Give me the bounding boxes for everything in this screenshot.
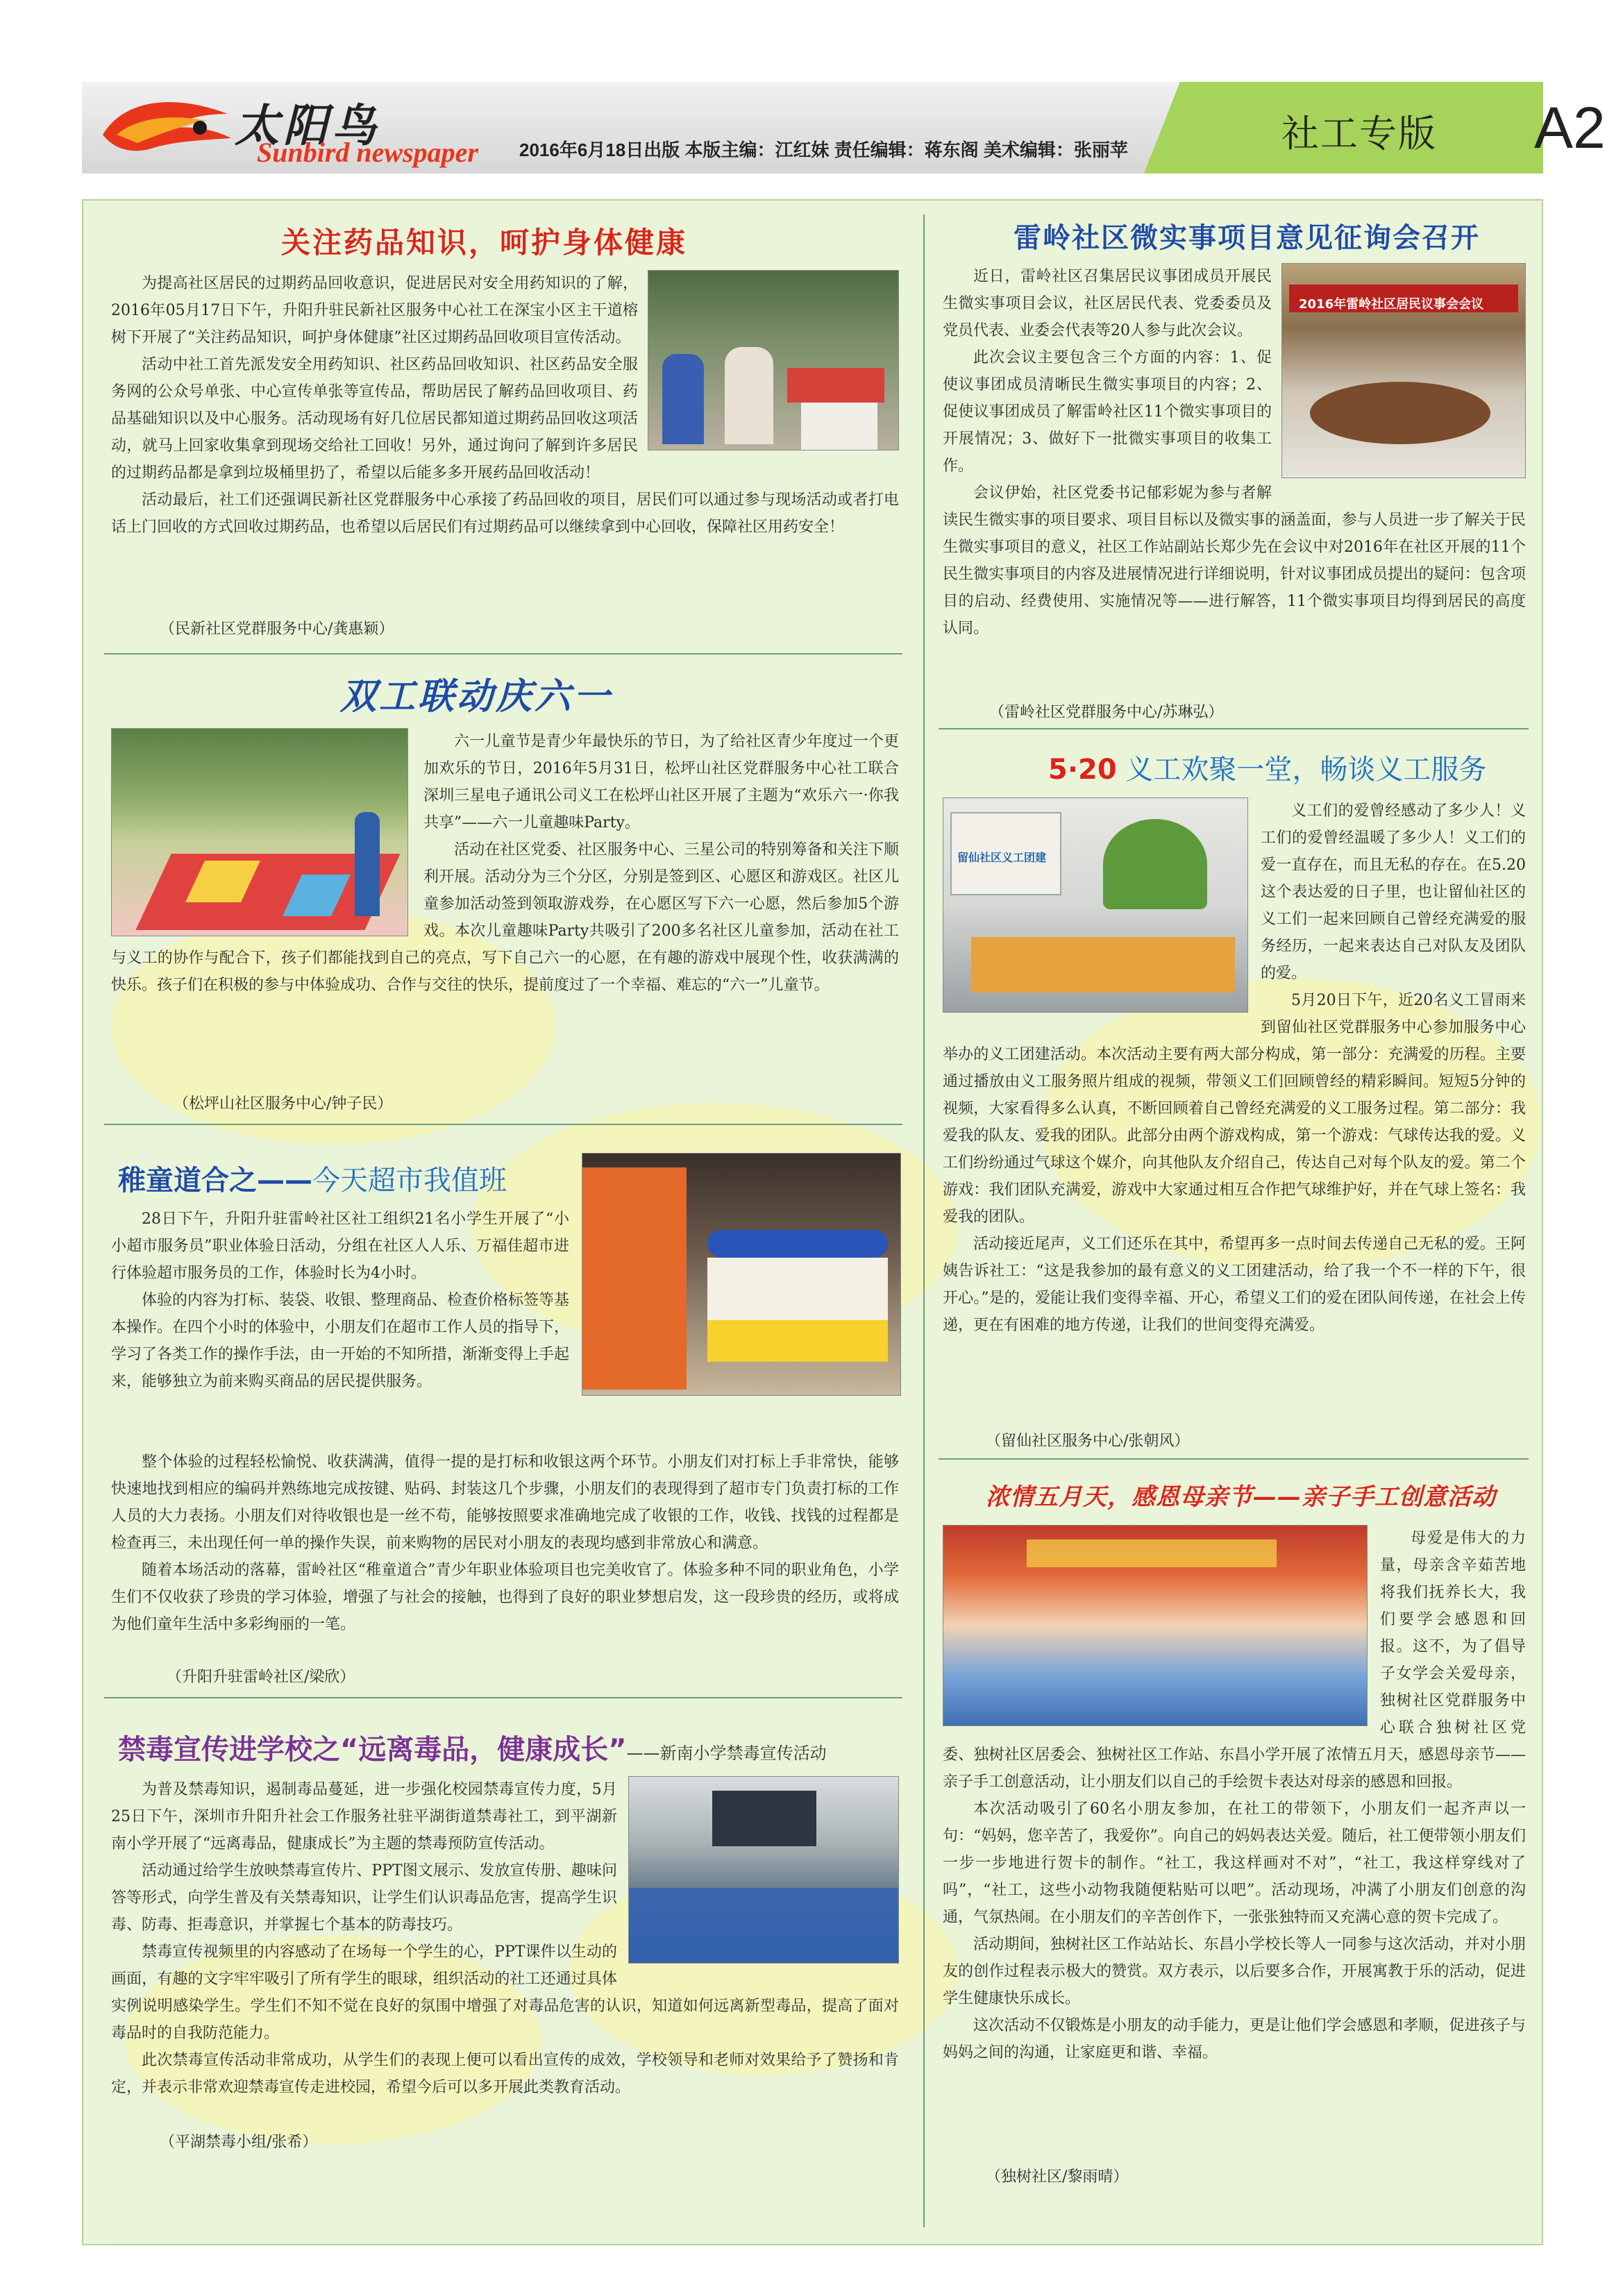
sunbird-logo-icon bbox=[96, 86, 242, 169]
paragraph: 随着本场活动的落幕，雷岭社区“稚童道合”青少年职业体验项目也完美收官了。体验多种不同的职业角色，小学生们不仅收获了珍贵的学习体验，增强了与社会的接触，也得到了良好的职业梦想启发，这一段珍贵的经历，或将成为他们童年生活中多彩绚丽的一笔。 bbox=[111, 1562, 899, 1633]
article-body-meeting bbox=[943, 263, 1526, 642]
article-title-volunteer bbox=[1048, 748, 1486, 787]
title-main: 义工欢聚一堂，畅谈义工服务 bbox=[1116, 754, 1487, 786]
byline-volunteer: （留仙社区服务中心/张朝风） bbox=[986, 1433, 1190, 1450]
article-body-market-top bbox=[111, 1206, 569, 1395]
title-subtitle: ——新南小学禁毒宣传活动 bbox=[626, 1744, 827, 1763]
page-number: A2 bbox=[1534, 95, 1606, 160]
paragraph: 活动通过给学生放映禁毒宣传片、PPT图文展示、发放宣传册、趣味问答等形式，向学生普及有关禁毒知识，让学生们认识毒品危害，提高学生识毒、防毒、拒毒意识，并掌握七个基本的防毒技巧。 bbox=[111, 1862, 617, 1934]
article-body-market-bottom bbox=[111, 1449, 899, 1638]
photo-mother-day bbox=[943, 1525, 1368, 1726]
title-date: 5·20 bbox=[1048, 754, 1117, 786]
paragraph: 此次会议主要包含三个方面的内容：1、促使议事团成员清晰民生微实事项目的内容；2、促使议事团成员了解雷岭社区11个微实事项目的开展情况；3、做好下一批微实事项目的收集工作。 bbox=[943, 349, 1272, 475]
section-name: 社工专版 bbox=[1281, 112, 1437, 155]
photo-caption: 留仙社区义工团建 bbox=[957, 851, 1047, 864]
brand-name-en: Sunbird newspaper bbox=[257, 137, 478, 168]
paragraph: 近日，雷岭社区召集居民议事团成员开展民生微实事项目会议，社区居民代表、党委委员及党员代表、业委会代表等20人参与此次会议。 bbox=[943, 268, 1272, 339]
title-prefix: 稚童道合之—— bbox=[118, 1165, 312, 1197]
paragraph: 本次活动吸引了60名小朋友参加，在社工的带领下，小朋友们一起齐声以一句：“妈妈，您辛苦了，我爱你”。向自己的妈妈表达关爱。随后，社工便带领小朋友们一步一步地进行贺卡的制作。“社工，我这样画对不对”，“社工，我这样穿线对了吗”，“社工，这些小动物我随便粘贴可以吧”。活动现场，冲满了小朋友们创意的沟通，气氛热闹。在小朋友们的辛苦创作下，一张张独特而又充满心意的贺卡完成了。 bbox=[943, 1800, 1526, 1926]
article-title-antidrug bbox=[118, 1728, 827, 1767]
paragraph: 此次禁毒宣传活动非常成功，从学生们的表现上便可以看出宣传的成效，学校领导和老师对效果给予了赞扬和肯定，并表示非常欢迎禁毒宣传走进校园，希望今后可以多开展此类教育活动。 bbox=[111, 2052, 899, 2096]
issue-meta: 2016年6月18日出版 本版主编：江红妹 责任编辑：蒋东阁 美术编辑：张丽苹 bbox=[519, 140, 1128, 160]
title-main: 禁毒宣传进学校之“远离毒品，健康成长” bbox=[118, 1734, 627, 1766]
byline-market: （升阳升驻雷岭社区/梁欣） bbox=[167, 1669, 355, 1686]
photo-children-party bbox=[111, 728, 408, 936]
byline-antidrug: （平湖禁毒小组/张希） bbox=[160, 2134, 318, 2151]
paragraph: 活动最后，社工们还强调民新社区党群服务中心承接了药品回收的项目，居民们可以通过参与现场活动或者打电话上门回收的方式回收过期药品，也希望以后居民们有过期药品可以继续拿到中心回收，保障社区用药安全！ bbox=[111, 491, 899, 536]
section-separator bbox=[104, 653, 902, 655]
paragraph: 整个体验的过程轻松愉悦、收获满满，值得一提的是打标和收银这两个环节。小朋友们对打标上手非常快，能够快速地找到相应的编码并熟练地完成按键、贴码、封装这几个步骤，小朋友们的表现得到了超市专门负责打标的工作人员的大力表扬。小朋友们对待收银也是一丝不苟，能够按照要求准确地完成了收银的工作，收钱、找钱的过程都是检查再三，未出现任何一单的操作失误，前来购物的居民对小朋友的表现均感到非常放心和满意。 bbox=[111, 1453, 899, 1552]
paragraph: 活动在社区党委、社区服务中心、三星公司的特别筹备和关注下顺利开展。活动分为三个分区，分别是签到区、心愿区和游戏区。社区儿童参加活动签到领取游戏券，在心愿区写下六一心愿，然后参加5个游戏。本次儿童趣味Party共吸引了200多名社区儿童参加，活动在社工与义工的协作与配合下，孩子们都能找到自己的亮点，写下自己六一的心愿，在有趣的游戏中展现个性，收获满满的快乐。孩子们在积极的参与中体验成功、合作与交往的快乐，提前度过了一个幸福、难忘的“六一”儿童节。 bbox=[111, 841, 899, 994]
section-separator bbox=[939, 1458, 1529, 1460]
article-title-meeting: 雷岭社区微实事项目意见征询会召开 bbox=[1014, 222, 1480, 254]
section-separator bbox=[104, 1124, 902, 1125]
article-body-children bbox=[111, 728, 899, 999]
section-separator bbox=[104, 1697, 902, 1698]
article-body-mother bbox=[943, 1525, 1526, 2066]
paragraph: 5月20日下午，近20名义工冒雨来到留仙社区党群服务中心参加服务中心举办的义工团建活动。本次活动主要有两大部分构成，第一部分：充满爱的历程。主要通过播放由义工服务照片组成的视频，带领义工们回顾曾经的精彩瞬间。短短5分钟的视频，大家看得多么认真，不断回顾着自己曾经充满爱的义工服务过程。第二部分：我爱我的队友、爱我的团队。此部分由两个游戏构成，第一个游戏：气球传达我的爱。义工们纷纷通过气球这个媒介，向其他队友介绍自己，传达自己对每个队友的爱。第二个游戏：我们团队充满爱，游戏中大家通过相互合作把气球维护好，并在气球上签名：我爱我的团队。 bbox=[943, 992, 1526, 1226]
byline-drug: （民新社区党群服务中心/龚惠颖） bbox=[160, 621, 394, 638]
byline-children: （松坪山社区服务中心/钟子民） bbox=[174, 1095, 393, 1113]
photo-supermarket bbox=[582, 1153, 901, 1396]
paragraph: 义工们的爱曾经感动了多少人！义工们的爱曾经温暖了多少人！义工们的爱一直存在，而且无私的存在。在5.20这个表达爱的日子里，也让留仙社区的义工们一起来回顾自己曾经充满爱的服务经历，一起来表达自己对队友及团队的爱。 bbox=[1261, 802, 1526, 982]
article-body-drug bbox=[111, 270, 899, 541]
paragraph: 母爱是伟大的力量，母亲含辛茹苦地将我们抚养长大，我们要学会感恩和回报。这不，为了倡导子女学会关爱母亲，独树社区党群服务中心联合独树社区党委、独树社区居委会、独树社区工作站、东昌小学开展了浓情五月天，感恩母亲节——亲子手工创意活动，让小朋友们以自己的手绘贺卡表达对母亲的感恩和回报。 bbox=[943, 1530, 1526, 1791]
article-body-volunteer bbox=[943, 797, 1526, 1339]
paragraph: 这次活动不仅锻炼是小朋友的动手能力，更是让他们学会感恩和孝顺，促进孩子与妈妈之间的沟通，让家庭更和谐、幸福。 bbox=[943, 2017, 1526, 2061]
paragraph: 活动期间，独树社区工作站站长、东昌小学校长等人一同参与这次活动，并对小朋友的创作过程表示极大的赞赏。双方表示，以后要多合作，开展寓教于乐的活动，促进学生健康快乐成长。 bbox=[943, 1936, 1526, 2007]
article-title-children: 双工联动庆六一 bbox=[340, 676, 613, 718]
photo-caption: 2016年雷岭社区居民议事会会议 bbox=[1299, 297, 1484, 312]
paragraph: 活动中社工首先派发安全用药知识、社区药品回收知识、社区药品安全服务网的公众号单张、中心宣传单张等宣传品，帮助居民了解药品回收项目、药品基础知识以及中心服务。活动现场有好几位居民都知道过期药品回收这项活动，就马上回家收集拿到现场交给社工回收！另外，通过询问了解到许多居民的过期药品都是拿到垃圾桶里扔了，希望以后能多多开展药品回收活动！ bbox=[111, 356, 638, 482]
newspaper-logo bbox=[96, 86, 540, 169]
photo-meeting bbox=[1281, 263, 1526, 478]
photo-volunteer bbox=[943, 797, 1248, 1013]
title-main: 今天超市我值班 bbox=[312, 1165, 507, 1197]
byline-mother: （独树社区/黎雨晴） bbox=[986, 2168, 1129, 2186]
content-frame bbox=[82, 199, 1543, 2245]
paragraph: 六一儿童节是青少年最快乐的节日，为了给社区青少年度过一个更加欢乐的节日，2016年5月31日，松坪山社区党群服务中心社工联合深圳三星电子通讯公司义工在松坪山社区开展了主题为“欢乐六一·你我共享”——六一儿童趣味Party。 bbox=[423, 733, 899, 832]
article-body-antidrug bbox=[111, 1776, 899, 2101]
paragraph: 为普及禁毒知识，遏制毒品蔓延，进一步强化校园禁毒宣传力度，5月25日下午，深圳市升阳升社会工作服务社驻平湖街道禁毒社工，到平湖新南小学开展了“远离毒品，健康成长”为主题的禁毒预防宣传活动。 bbox=[111, 1781, 617, 1852]
photo-antidrug-class bbox=[628, 1776, 899, 1964]
paragraph: 体验的内容为打标、装袋、收银、整理商品、检查价格标签等基本操作。在四个小时的体验中，小朋友们在超市工作人员的指导下，学习了各类工作的操作手法，由一开始的不知所措，渐渐变得上手起来，能够独立为前来购买商品的居民提供服务。 bbox=[111, 1292, 570, 1390]
masthead bbox=[82, 82, 1606, 174]
article-title-mother: 浓情五月天，感恩母亲节——亲子手工创意活动 bbox=[986, 1483, 1496, 1511]
paragraph: 会议伊始，社区党委书记郁彩妮为参与者解读民生微实事的项目要求、项目目标以及微实事的涵盖面，参与人员进一步了解关于民生微实事项目的意义，社区工作站副站长郑少先在会议中对2016年在社区开展的11个民生微实事项目的内容及进展情况进行详细说明，针对议事团成员提出的疑问：包含项目的启动、经费使用、实施情况等——进行解答，11个微实事项目均得到居民的高度认同。 bbox=[943, 484, 1526, 637]
paragraph: 活动接近尾声，义工们还乐在其中，希望再多一点时间去传递自己无私的爱。王阿姨告诉社工：“这是我参加的最有意义的义工团建活动，给了我一个不一样的下午，很开心。”是的，爱能让我们变得幸福、开心，希望义工们的爱在团队间传递，在社会上传递，更在有困难的地方传递，让我们的世间变得充满爱。 bbox=[943, 1235, 1526, 1334]
paragraph: 为提高社区居民的过期药品回收意识，促进居民对安全用药知识的了解，2016年05月17日下午，升阳升驻民新社区服务中心社工在深宝小区主干道榕树下开展了“关注药品知识，呵护身体健康”社区过期药品回收项目宣传活动。 bbox=[111, 275, 638, 346]
paragraph: 禁毒宣传视频里的内容感动了在场每一个学生的心，PPT课件以生动的画面，有趣的文字牢牢吸引了所有学生的眼球，组织活动的社工还通过具体实例说明感染学生。学生们不知不觉在良好的氛围中增强了对毒品危害的认识，知道如何远离新型毒品，提高了面对毒品时的自我防范能力。 bbox=[111, 1943, 899, 2042]
section-separator bbox=[939, 728, 1529, 729]
article-title-market bbox=[118, 1158, 507, 1198]
paragraph: 28日下午，升阳升驻雷岭社区社工组织21名小学生开展了“小小超市服务员”职业体验日活动，分组在社区人人乐、万福佳超市进行体验超市服务员的工作，体验时长为4小时。 bbox=[111, 1210, 569, 1282]
column-divider bbox=[923, 214, 925, 2227]
brand-name-cn: 太阳鸟 bbox=[235, 100, 380, 152]
photo-drug-event bbox=[648, 270, 899, 450]
byline-meeting: （雷岭社区党群服务中心/苏琳弘） bbox=[989, 704, 1224, 721]
article-title-drug: 关注药品知识，呵护身体健康 bbox=[281, 226, 688, 260]
